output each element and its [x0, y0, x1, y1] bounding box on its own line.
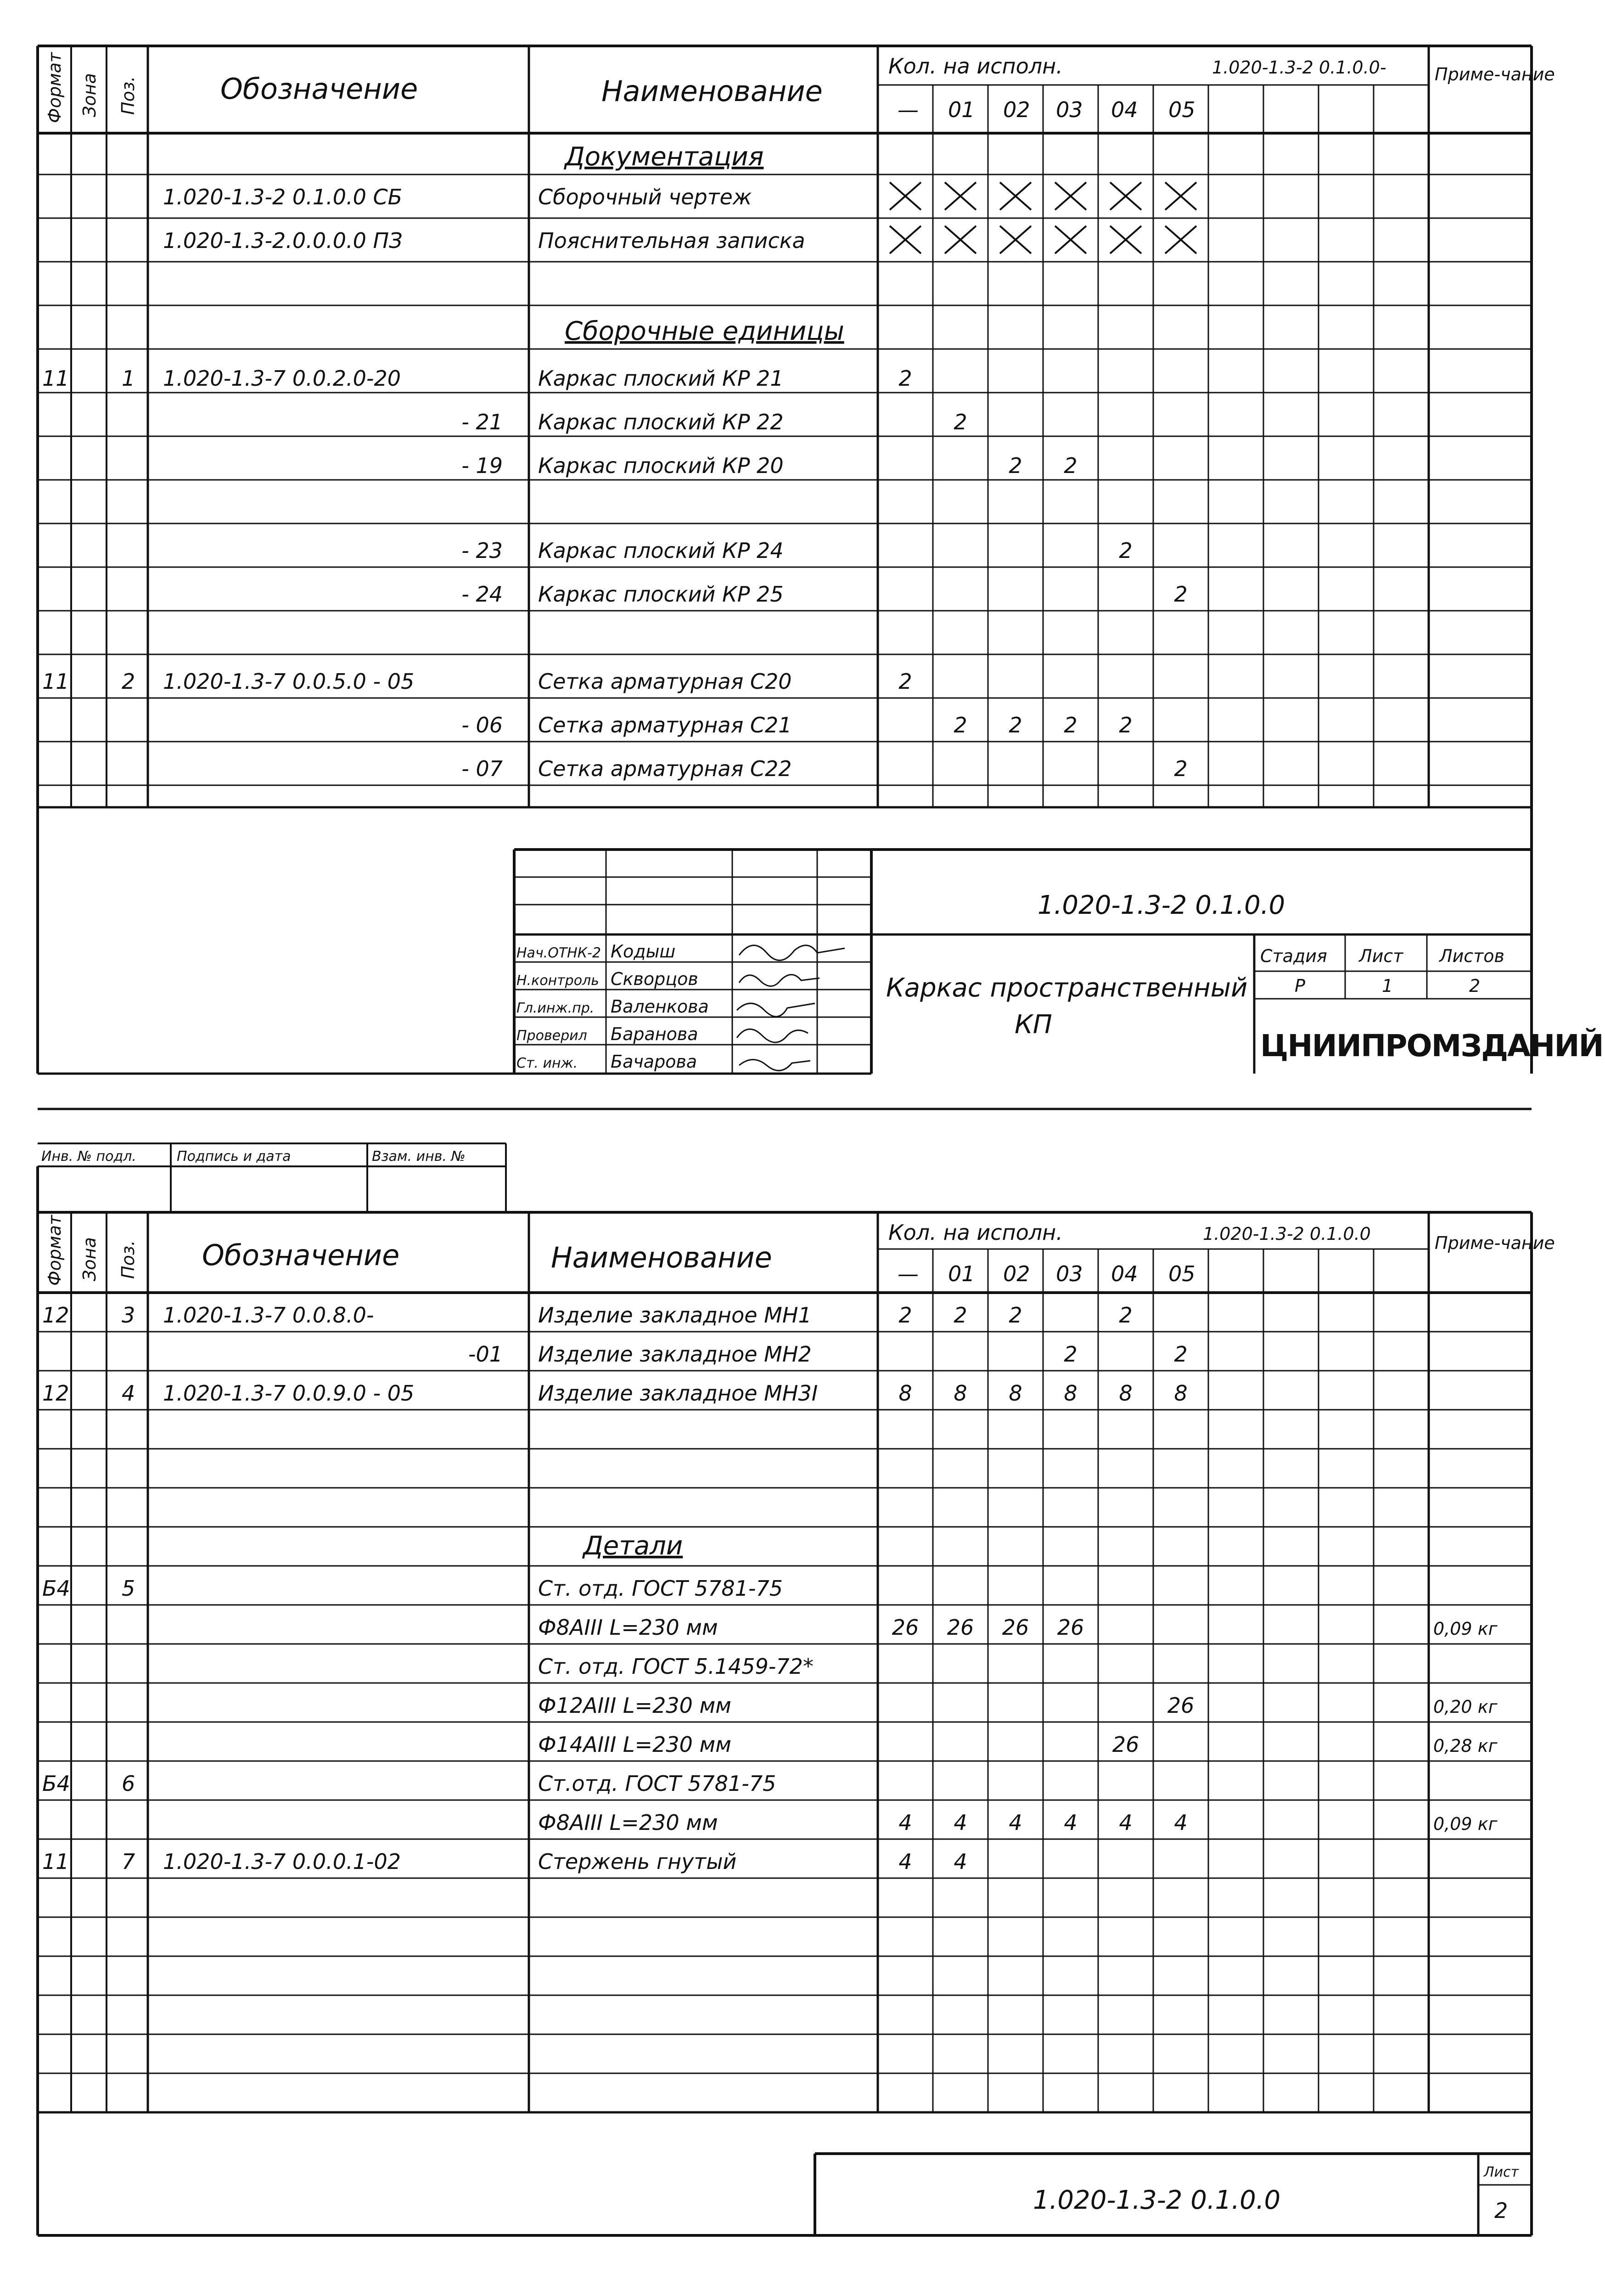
row-quantity: 4 [898, 1810, 912, 1835]
signer-role: Н.контроль [516, 973, 599, 989]
header-designation-1: Обозначение [220, 72, 418, 106]
header-qty-1: Кол. на исполн. [888, 54, 1063, 79]
row-name: Сетка арматурная С20 [538, 669, 792, 694]
row-format: Б4 [42, 1576, 70, 1601]
row-quantity: 2 [1064, 713, 1077, 737]
row-name: Каркас плоский КР 25 [538, 582, 784, 607]
row-format: 11 [42, 1849, 69, 1874]
row-designation: - 24 [461, 582, 503, 607]
header-designation-2: Обозначение [202, 1238, 400, 1272]
signer-role: Проверил [516, 1028, 587, 1044]
row-quantity: 26 [1167, 1693, 1195, 1718]
variant-header: 05 [1168, 97, 1195, 122]
row-quantity: 2 [1119, 1303, 1133, 1328]
row-quantity: 8 [898, 1381, 912, 1406]
row-quantity: 4 [1119, 1810, 1133, 1835]
row-name: Сетка арматурная С22 [538, 756, 792, 781]
variant-headers-1 [898, 97, 1195, 122]
stage-value: Р [1295, 976, 1305, 996]
signature-stroke [739, 1060, 810, 1071]
signature-stroke [737, 1003, 815, 1017]
variant-header: 05 [1168, 1261, 1195, 1286]
header-name-2: Наименование [551, 1241, 772, 1274]
signer-name: Валенкова [611, 996, 709, 1017]
row-name: Сетка арматурная С21 [538, 713, 792, 737]
cross-mark-icon [945, 226, 976, 253]
org-name: ЦНИИПРОМЗДАНИЙ [1260, 1028, 1603, 1064]
row-position: 6 [122, 1771, 135, 1796]
row-quantity: 4 [954, 1810, 967, 1835]
row-quantity: 4 [1174, 1810, 1188, 1835]
cross-mark-icon [945, 182, 976, 210]
row-quantity: 8 [1174, 1381, 1188, 1406]
variant-header: 02 [1003, 1261, 1030, 1286]
row-quantity: 2 [898, 366, 912, 391]
row-name: Изделие закладное МН2 [538, 1342, 812, 1367]
row-format: 11 [42, 669, 69, 694]
cross-mark-icon [1110, 226, 1141, 253]
signer-name: Бачарова [611, 1052, 697, 1072]
row-quantity: 2 [1119, 713, 1133, 737]
signer-role: Гл.инж.пр. [516, 1000, 595, 1016]
row-quantity: 2 [1174, 582, 1188, 607]
signers [516, 941, 709, 1072]
row-name: Ст.отд. ГОСТ 5781-75 [538, 1771, 776, 1796]
header-pos-1: Поз. [118, 76, 138, 115]
row-quantity: 2 [954, 1303, 967, 1328]
variant-header: 01 [948, 1261, 975, 1286]
header-qty-code-2: 1.020-1.3-2 0.1.0.0 [1203, 1224, 1371, 1244]
cross-mark-icon [1055, 226, 1086, 253]
row-quantity: 26 [1057, 1615, 1084, 1640]
row-name: Пояснительная записка [538, 228, 805, 253]
cross-mark-icon [1110, 182, 1141, 210]
header-qty-code-1: 1.020-1.3-2 0.1.0.0- [1212, 57, 1386, 78]
row-format: 11 [42, 366, 69, 391]
stage-label: Стадия [1260, 946, 1327, 966]
row-note: 0,28 кг [1433, 1736, 1498, 1756]
row-quantity: 26 [947, 1615, 974, 1640]
row-format: Б4 [42, 1771, 70, 1796]
row-designation: - 21 [461, 410, 503, 434]
row-quantity: 2 [1064, 1342, 1077, 1367]
row-name: Ст. отд. ГОСТ 5781-75 [538, 1576, 783, 1601]
row-note: 0,09 кг [1433, 1814, 1498, 1834]
header-name-1: Наименование [601, 74, 823, 108]
row-name: Изделие закладное МН3I [538, 1381, 818, 1406]
sheets-value: 2 [1469, 976, 1481, 996]
row-quantity: 2 [1009, 453, 1022, 478]
header-note-2: Приме-чание [1435, 1233, 1555, 1253]
row-designation: - 19 [461, 453, 503, 478]
row-quantity: 8 [954, 1381, 967, 1406]
signer-role: Ст. инж. [516, 1055, 578, 1071]
row-quantity: 2 [1174, 756, 1188, 781]
signer-name: Кодыш [611, 941, 676, 962]
variant-header: 02 [1003, 97, 1030, 122]
sheet-2-rows [42, 1303, 1498, 1874]
sheets-label: Листов [1439, 946, 1504, 966]
row-position: 4 [122, 1381, 135, 1406]
row-name: Ст. отд. ГОСТ 5.1459-72* [538, 1654, 814, 1679]
row-quantity: 8 [1119, 1381, 1133, 1406]
variant-headers-2 [898, 1261, 1195, 1286]
cross-mark-icon [1000, 182, 1031, 210]
variant-header: 03 [1056, 97, 1083, 122]
cross-mark-icon [890, 226, 921, 253]
row-quantity: 26 [1002, 1615, 1029, 1640]
row-quantity: 2 [1009, 713, 1022, 737]
row-quantity: 4 [1009, 1810, 1022, 1835]
row-quantity: 26 [1112, 1732, 1139, 1757]
row-position: 5 [122, 1576, 135, 1601]
header-pos-2: Поз. [118, 1240, 138, 1279]
section-docs: Документация [565, 142, 764, 172]
side-vzam: Взам. инв. № [372, 1148, 466, 1165]
row-quantity: 2 [1064, 453, 1077, 478]
cross-mark-icon [1165, 226, 1196, 253]
row-note: 0,09 кг [1433, 1619, 1498, 1639]
row-format: 12 [42, 1303, 69, 1328]
side-inv: Инв. № подл. [41, 1148, 136, 1165]
row-name: Изделие закладное МН1 [538, 1303, 812, 1328]
row-name: Ф8АIII L=230 мм [538, 1615, 718, 1640]
row-quantity: 26 [892, 1615, 919, 1640]
row-quantity: 8 [1064, 1381, 1077, 1406]
header-zone-1: Зона [79, 73, 100, 117]
title-name-1: Каркас пространственный [886, 973, 1248, 1003]
signer-name: Баранова [611, 1024, 698, 1044]
row-designation: 1.020-1.3-7 0.0.9.0 - 05 [163, 1381, 415, 1406]
row-designation: 1.020-1.3-7 0.0.8.0- [163, 1303, 374, 1328]
variant-header: 01 [948, 97, 975, 122]
row-designation: - 23 [461, 538, 503, 563]
cross-mark-icon [1000, 226, 1031, 253]
cross-mark-icon [890, 182, 921, 210]
row-designation: 1.020-1.3-7 0.0.5.0 - 05 [163, 669, 415, 694]
variant-header: 03 [1056, 1261, 1083, 1286]
footer-sheet-label: Лист [1484, 2164, 1519, 2180]
row-quantity: 2 [954, 410, 967, 434]
section-details: Детали [583, 1531, 683, 1561]
row-designation: - 07 [461, 756, 503, 781]
header-format-2: Формат [45, 1215, 65, 1286]
row-designation: 1.020-1.3-7 0.0.2.0-20 [163, 366, 401, 391]
signer-role: Нач.ОТНК-2 [516, 945, 601, 961]
header-note-1: Приме-чание [1435, 64, 1555, 84]
row-name: Сборочный чертеж [538, 185, 752, 209]
sheet-value-1: 1 [1382, 976, 1393, 996]
row-designation: 1.020-1.3-7 0.0.0.1-02 [163, 1849, 401, 1874]
section-assemblies: Сборочные единицы [565, 316, 844, 346]
variant-header: 04 [1111, 97, 1138, 122]
row-quantity: 2 [1174, 1342, 1188, 1367]
row-quantity: 2 [954, 713, 967, 737]
row-quantity: 2 [898, 1303, 912, 1328]
sheet-label-1: Лист [1359, 946, 1403, 966]
cross-mark-icon [1055, 182, 1086, 210]
row-name: Ф12АIII L=230 мм [538, 1693, 731, 1718]
row-note: 0,20 кг [1433, 1697, 1498, 1717]
row-quantity: 2 [1119, 538, 1133, 563]
row-quantity: 4 [954, 1849, 967, 1874]
signatures [737, 945, 845, 1071]
variant-header: — [898, 1261, 919, 1286]
footer-sheet-value: 2 [1494, 2198, 1508, 2223]
row-name: Каркас плоский КР 20 [538, 453, 784, 478]
row-quantity: 2 [1009, 1303, 1022, 1328]
row-position: 1 [122, 366, 135, 391]
signature-stroke [739, 945, 845, 961]
signature-stroke [739, 975, 819, 986]
row-quantity: 2 [898, 669, 912, 694]
row-position: 2 [122, 669, 135, 694]
row-name: Каркас плоский КР 24 [538, 538, 784, 563]
row-name: Ф14АIII L=230 мм [538, 1732, 731, 1757]
row-position: 3 [122, 1303, 135, 1328]
row-designation: 1.020-1.3-2 0.1.0.0 СБ [163, 185, 403, 209]
row-designation: - 06 [461, 713, 503, 737]
variant-header: 04 [1111, 1261, 1138, 1286]
row-designation: 1.020-1.3-2.0.0.0.0 ПЗ [163, 228, 403, 253]
row-name: Каркас плоский КР 22 [538, 410, 784, 434]
signature-stroke [737, 1029, 808, 1042]
row-format: 12 [42, 1381, 69, 1406]
title-name-2: КП [1015, 1010, 1052, 1040]
row-quantity: 8 [1009, 1381, 1022, 1406]
variant-header: — [898, 97, 919, 122]
footer-code: 1.020-1.3-2 0.1.0.0 [1033, 2185, 1281, 2215]
header-format-1: Формат [45, 52, 65, 123]
cross-mark-icon [1165, 182, 1196, 210]
title-code-1: 1.020-1.3-2 0.1.0.0 [1038, 890, 1285, 920]
signer-name: Скворцов [611, 969, 698, 989]
row-quantity: 4 [898, 1849, 912, 1874]
side-sign: Подпись и дата [177, 1148, 291, 1165]
row-position: 7 [122, 1849, 135, 1874]
row-quantity: 4 [1064, 1810, 1077, 1835]
row-name: Ф8АIII L=230 мм [538, 1810, 718, 1835]
row-name: Стержень гнутый [538, 1849, 737, 1874]
header-qty-2: Кол. на исполн. [888, 1220, 1063, 1245]
row-designation: -01 [468, 1342, 503, 1367]
row-name: Каркас плоский КР 21 [538, 366, 784, 391]
sheet-1-rows [42, 182, 1196, 781]
header-zone-2: Зона [79, 1237, 100, 1281]
